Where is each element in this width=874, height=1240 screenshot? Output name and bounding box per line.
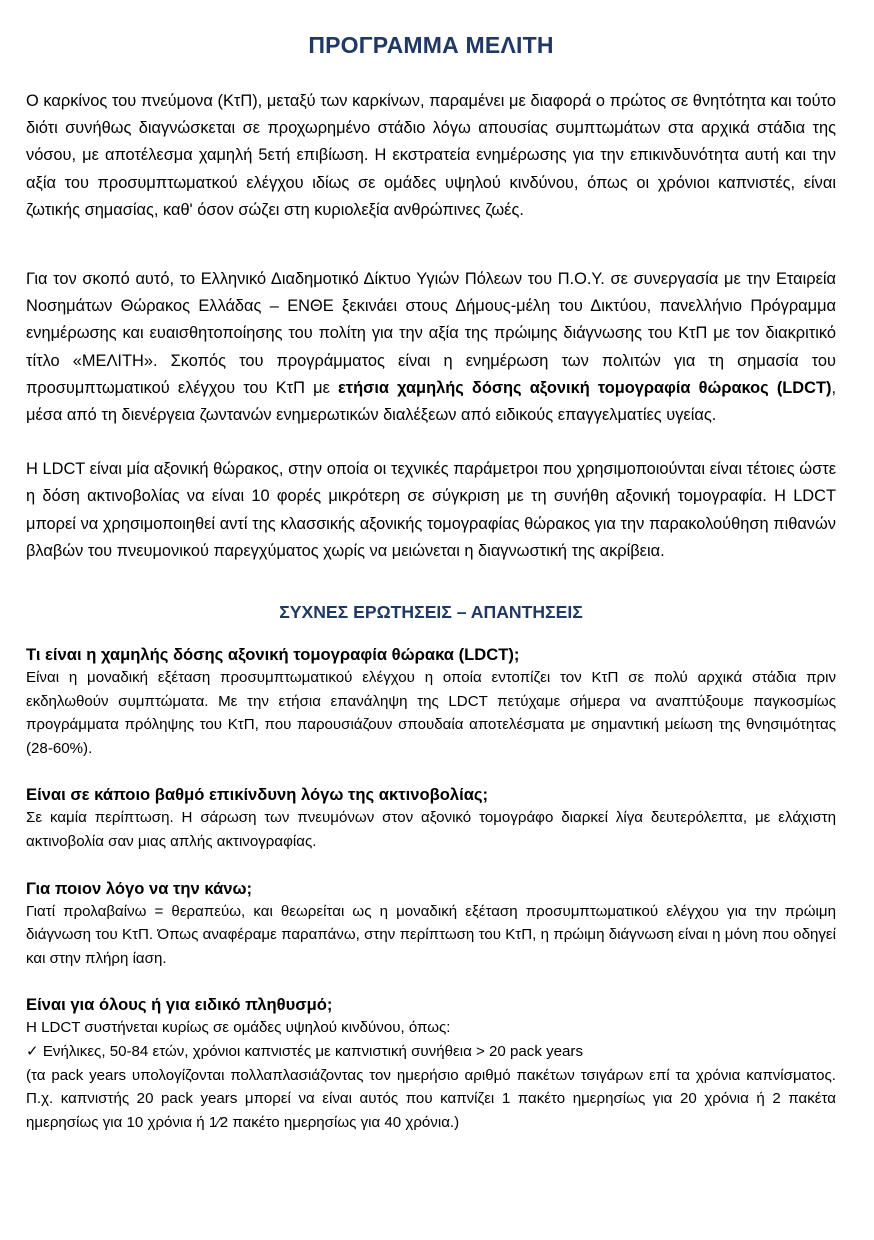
intro-section xyxy=(26,88,836,565)
faq-item-ldct xyxy=(26,643,836,760)
faq-criterion-text: Ενήλικες, 50-84 ετών, χρόνιοι καπνιστές με καπνιστική συνήθεια > 20 pack years xyxy=(42,1042,583,1060)
intro-paragraph-2 xyxy=(26,266,836,429)
faq-answer-intro: Η LDCT συστήνεται κυρίως σε ομάδες υψηλού κινδύνου, όπως: xyxy=(26,1019,451,1037)
check-mark-icon: ✓ xyxy=(26,1041,39,1060)
faq-answer: Είναι η μοναδική εξέταση προσυμπτωματικού ελέγχου η οποία εντοπίζει τον ΚτΠ σε πολύ αρχικά στάδια πριν εκδηλωθούν συμπτώματα. Με την ετήσια επανάληψη της LDCT πετύχαμε σήμερα να αναπτύξουμε παγκοσμίως προγράμματα πρόληψης του ΚτΠ, που παρουσιάζουν σπουδαία αποτελέσματα με σημαντική μείωση της θνησιμότητας (28-60%). xyxy=(26,669,836,757)
intro-paragraph-2-text-end: , μέσα από τη διενέργεια ζωντανών ενημερωτικών διαλέξεων από ειδικούς επαγγελματίες υγείας. xyxy=(26,378,837,425)
faq-answer: Γιατί προλαβαίνω = θεραπεύω, και θεωρείται ως η μοναδική εξέταση προσυμπτωματικού ελέγχου για την πρώιμη διάγνωση του ΚτΠ. Όπως αναφέραμε παραπάνω, στην περίπτωση του ΚτΠ, η πρώιμη διάγνωση είναι η μόνη που οδηγεί και στην πλήρη ίαση. xyxy=(26,902,836,967)
faq-question: Τι είναι η χαμηλής δόσης αξονική τομογραφία θώρακα (LDCT); xyxy=(26,645,520,665)
faq-item-why xyxy=(26,877,836,971)
faq-question: Είναι σε κάποιο βαθμό επικίνδυνη λόγω της ακτινοβολίας; xyxy=(26,785,489,805)
faq-note: (τα pack years υπολογίζονται πολλαπλασιάζοντας τον ημερήσιο αριθμό πακέτων τσιγάρων επί τα χρόνια καπνίσματος. Π.χ. καπνιστής 20 pack years μπορεί να είναι αυτός που καπνίζει 1 πακέτο ημερησίως για 20 χρόνια ή 2 πακέτα ημερησίως για 10 χρόνια ή 1⁄2 πακέτο ημερησίως για 40 χρόνια.) xyxy=(26,1066,836,1131)
intro-paragraph-2-bold-text: ετήσια χαμηλής δόσης αξονική τομογραφία θώρακος (LDCT) xyxy=(338,378,832,397)
faq-item-who xyxy=(26,993,836,1134)
intro-paragraph-2-text-start: Για τον σκοπό αυτό, το Ελληνικό Διαδημοτικό Δίκτυο Υγιών Πόλεων του Π.Ο.Υ. σε συνεργασία με την Εταιρεία Νοσημάτων Θώρακος Ελλάδας – ΕΝΘΕ ξεκινάει στους Δήμους-μέλη του Δικτύου, πανελλήνιο Πρόγραμμα ενημέρωσης και ευαισθητοποίησης του πολίτη για την αξία της πρώιμης διάγνωσης του ΚτΠ με τον διακριτικό τίτλο «ΜΕΛΙΤΗ». Σκοπός του προγράμματος είναι η ενημέρωση των πολιτών για τη σημασία του προσυμπτωματικού ελέγχου του ΚτΠ με xyxy=(26,270,836,397)
faq-criterion xyxy=(26,1040,836,1064)
intro-paragraph-1: Ο καρκίνος του πνεύμονα (ΚτΠ), μεταξύ των καρκίνων, παραμένει με διαφορά ο πρώτος σε θνητότητα και τούτο διότι συνήθως διαγνώσκεται σε προχωρημένο στάδιο λόγω απουσίας συμπτωμάτων στα αρχικά στάδια της νόσου, με αποτέλεσμα χαμηλή 5ετή επιβίωση. Η εκστρατεία ενημέρωσης για την επικινδυνότητα αυτή και την αξία του προσυμπτωματκού ελέγχου ιδίως σε ομάδες υψηλού κινδύνου, όπως οι χρόνιοι καπνιστές, είναι ζωτικής σημασίας, καθ' όσον σώζει στη κυριολεξία ανθρώπινες ζωές. xyxy=(26,92,836,219)
faq-list xyxy=(26,643,836,1134)
faq-question: Είναι για όλους ή για ειδικό πληθυσμό; xyxy=(26,995,333,1015)
page-title: ΠΡΟΓΡΑΜΜΑ ΜΕΛΙΤΗ xyxy=(308,32,554,58)
faq-item-radiation xyxy=(26,783,836,853)
faq-answer: Σε καμία περίπτωση. Η σάρωση των πνευμόνων στον αξονικό τομογράφο διαρκεί λίγα δευτερόλεπτα, με ελάχιστη ακτινοβολία σαν μιας απλής ακτινογραφίας. xyxy=(26,809,836,851)
faq-answer xyxy=(26,1016,836,1134)
intro-paragraph-3: Η LDCT είναι μία αξονική θώρακος, στην οποία οι τεχνικές παράμετροι που χρησιμοποιούνται είναι τέτοιες ώστε η δόση ακτινοβολίας να είναι 10 φορές μικρότερη σε σύγκριση με τη συνήθη αξονική τομογραφία. Η LDCT μπορεί να χρησιμοποιηθεί αντί της κλασσικής αξονικής τομογραφίας θώρακος για την παρακολούθηση πιθανών βλαβών του πνευμονικού παρεγχύματος χωρίς να μειώνεται η διαγνωστική της ακρίβεια. xyxy=(26,460,836,560)
faq-question: Για ποιον λόγο να την κάνω; xyxy=(26,878,253,898)
faq-section-title: ΣΥΧΝΕΣ ΕΡΩΤΗΣΕΙΣ – ΑΠΑΝΤΗΣΕΙΣ xyxy=(279,602,583,623)
